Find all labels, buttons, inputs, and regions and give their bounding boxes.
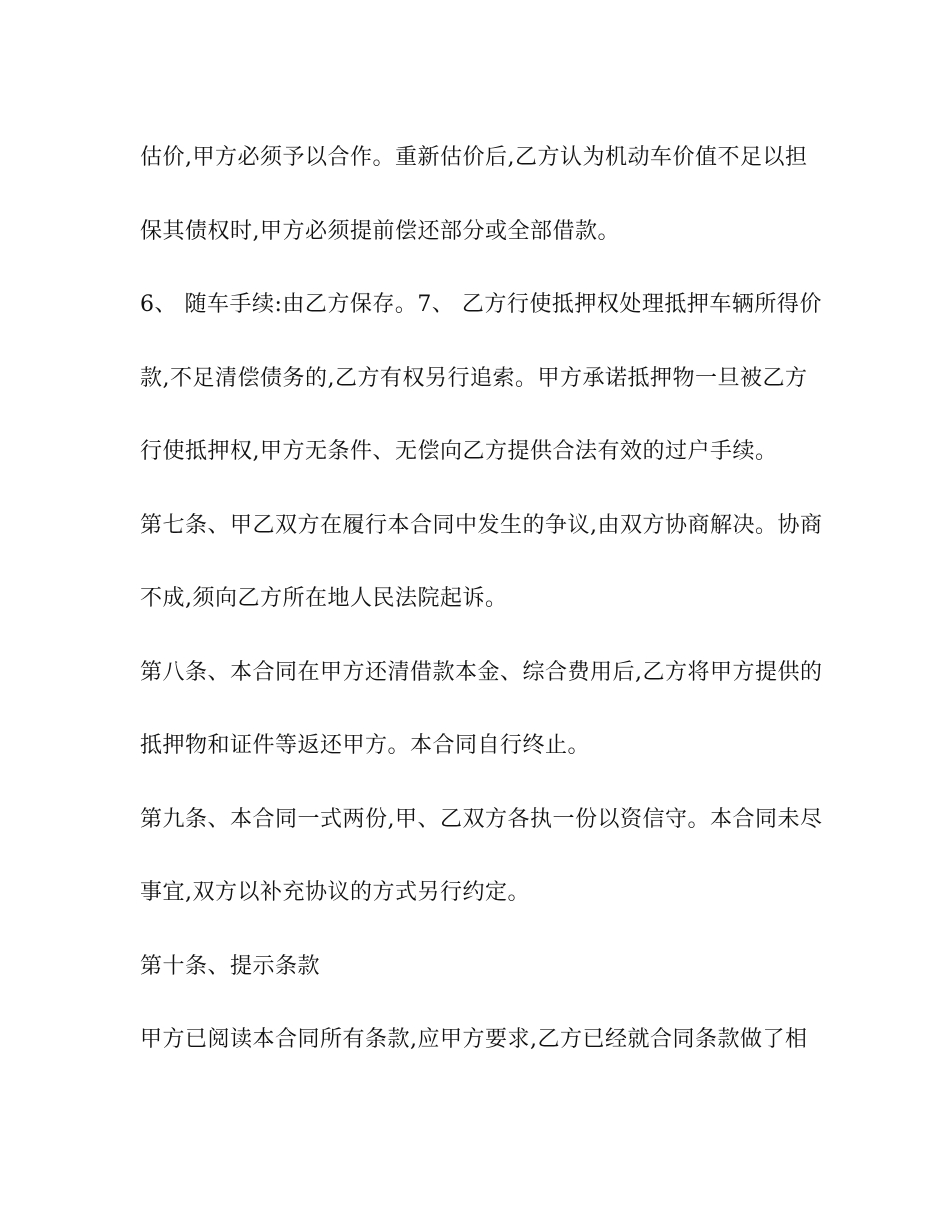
text-line: 抵押物和证件等返还甲方。本合同自行终止。 bbox=[140, 733, 591, 758]
contract-text-body bbox=[140, 134, 823, 1090]
article-8-line: 第八条、本合同在甲方还清借款本金、综合费用后,乙方将甲方提供的 bbox=[140, 659, 823, 685]
text-line: 款,不足清偿债务的,乙方有权另行追索。甲方承诺抵押物一旦被乙方 bbox=[140, 365, 808, 391]
text-line: 甲方已阅读本合同所有条款,应甲方要求,乙方已经就合同条款做了相 bbox=[140, 1027, 808, 1052]
text-line: 6、 随车手续:由乙方保存。7、 乙方行使抵押权处理抵押车辆所得价 bbox=[140, 292, 822, 317]
text-line: 行使抵押权,甲方无条件、无偿向乙方提供合法有效的过户手续。 bbox=[140, 439, 778, 464]
article-10-heading: 第十条、提示条款 bbox=[140, 953, 321, 979]
article-9-line: 第九条、本合同一式两份,甲、乙双方各执一份以资信守。本合同未尽 bbox=[140, 806, 823, 832]
text-line: 估价,甲方必须予以合作。重新估价后,乙方认为机动车价值不足以担 bbox=[140, 145, 808, 170]
text-line: 事宜,双方以补充协议的方式另行约定。 bbox=[140, 880, 530, 905]
article-7-line: 第七条、甲乙双方在履行本合同中发生的争议,由双方协商解决。协商 bbox=[140, 512, 823, 538]
text-line: 保其债权时,甲方必须提前偿还部分或全部借款。 bbox=[140, 218, 620, 244]
text-line: 不成,须向乙方所在地人民法院起诉。 bbox=[140, 586, 508, 611]
